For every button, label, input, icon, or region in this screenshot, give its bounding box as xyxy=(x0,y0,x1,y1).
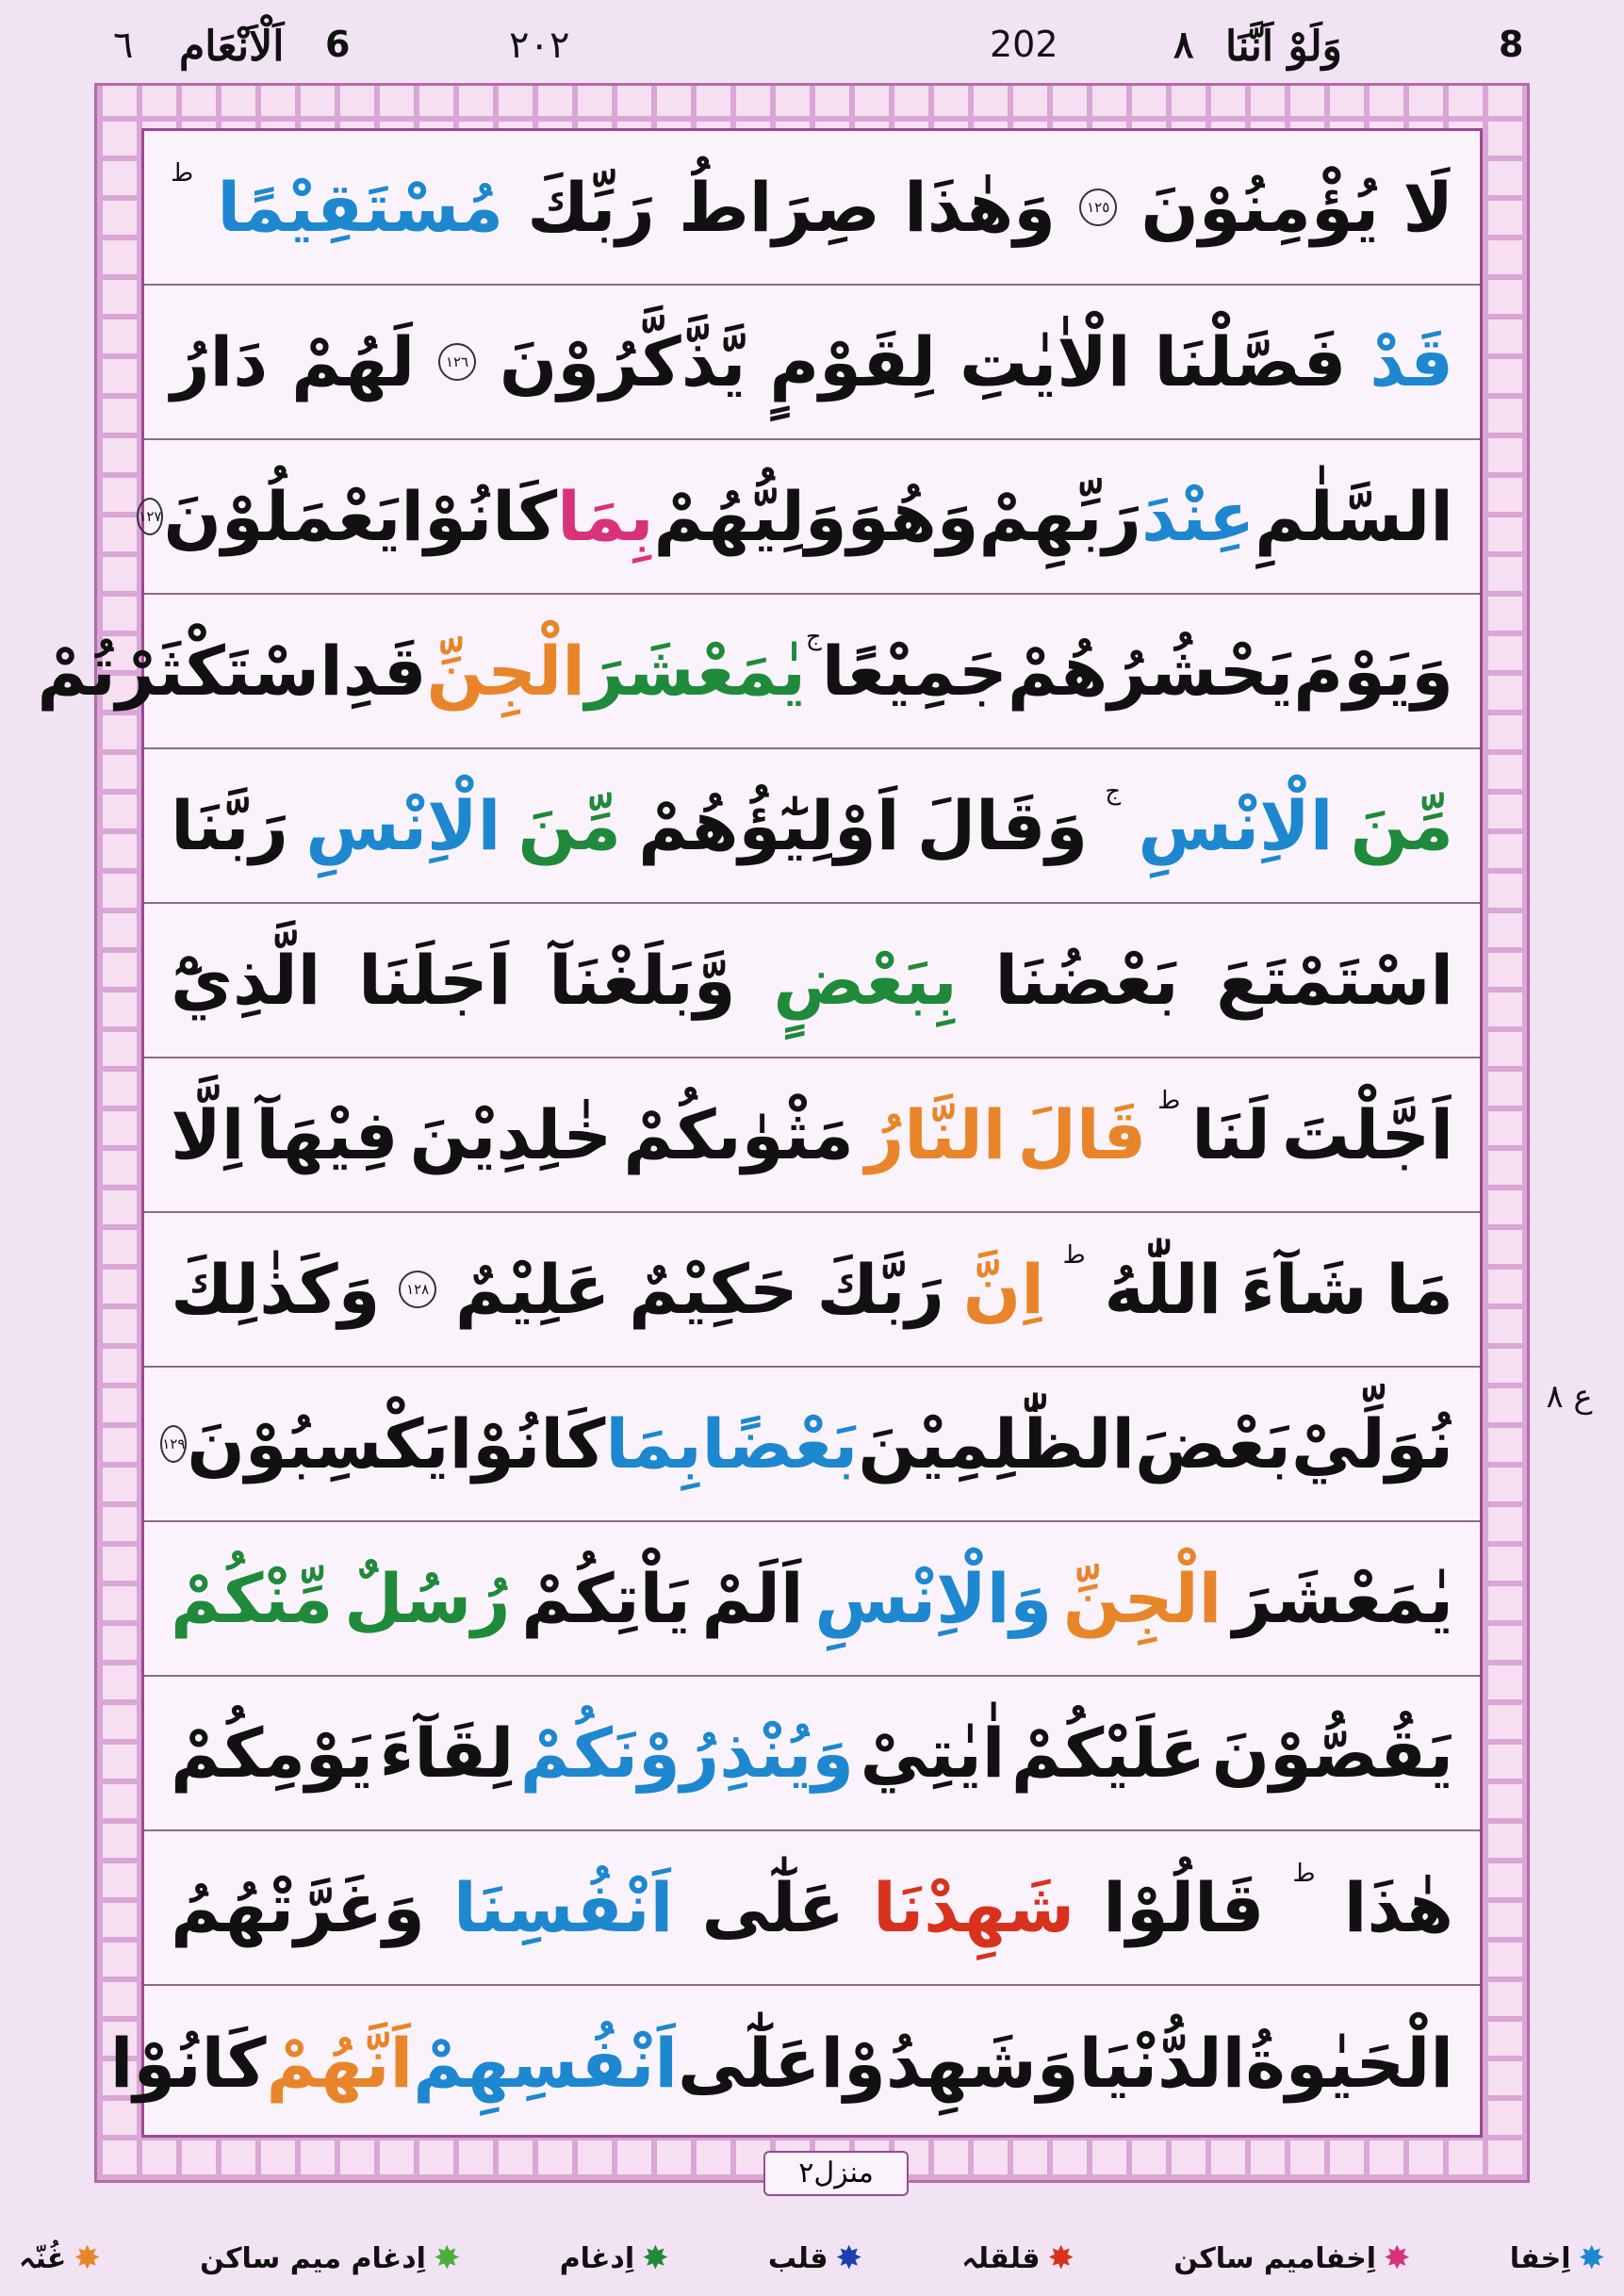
word: بِبَعْضٍ xyxy=(773,941,958,1020)
text-line xyxy=(139,440,1480,595)
text-line xyxy=(144,1058,1480,1213)
word: يَاْتِكُمْ xyxy=(521,1559,691,1638)
word: صِرَاطُ xyxy=(679,168,880,247)
legend-item xyxy=(19,2239,101,2277)
flower-icon: ✸ xyxy=(1047,2239,1075,2277)
page-number: 202 xyxy=(990,24,1058,65)
word: مِّنَ xyxy=(517,786,621,865)
text-line xyxy=(144,286,1480,440)
text-line xyxy=(144,904,1480,1058)
surah-number: 6 xyxy=(325,24,351,65)
word: الْجِنِّ xyxy=(426,631,585,711)
word: الْاٰيٰتِ xyxy=(960,322,1131,402)
waqf-sign: ج xyxy=(1105,778,1122,806)
word: يَعْمَلُوْنَ xyxy=(163,477,402,556)
ayah-number-marker: ١٢٨ xyxy=(399,1271,436,1308)
word: وَّبَلَغْنَآ xyxy=(549,941,736,1020)
word: رَبِّهِمْ xyxy=(978,477,1141,556)
word: وَغَرَّتْهُمُ xyxy=(171,1868,425,1947)
word: دَارُ xyxy=(171,322,269,402)
word: يَّذَّكَّرُوْنَ xyxy=(499,322,746,402)
word: اِنَّ xyxy=(962,1250,1044,1329)
word: يٰمَعْشَرَ xyxy=(584,631,806,711)
word: لِقَآءَ xyxy=(379,1714,515,1793)
word: بِمَا xyxy=(557,477,654,556)
word: قَدْ xyxy=(1370,322,1453,402)
text-line xyxy=(109,1986,1480,2140)
text-line xyxy=(144,1831,1480,1986)
legend-label: اِدغام میم ساکن xyxy=(200,2241,426,2275)
tajweed-legend xyxy=(19,2236,1605,2281)
word: كَانُوْا xyxy=(109,2024,267,2103)
word: اسْتَكْثَرْتُمْ xyxy=(37,631,343,711)
word: بَعْضُنَا xyxy=(994,941,1179,1020)
juz-number: 8 xyxy=(1499,24,1524,65)
legend-label: اِدغام xyxy=(559,2241,635,2275)
ayah-number-marker: ١٢٧ xyxy=(137,498,163,535)
manzil-label: منزل٢ xyxy=(763,2151,909,2196)
legend-item xyxy=(961,2239,1075,2277)
word: قَالَ xyxy=(1017,1095,1147,1174)
legend-label: اِخفامیم ساکن xyxy=(1173,2241,1377,2275)
waqf-sign: ج xyxy=(805,623,822,651)
word: يَوْمِكُمْ xyxy=(171,1714,374,1793)
flower-icon: ✸ xyxy=(1384,2239,1411,2277)
flower-icon: ✸ xyxy=(74,2239,101,2277)
word: عِنْدَ xyxy=(1140,477,1255,556)
surah-name: اَلْاَنْعَام xyxy=(179,23,285,71)
text-line xyxy=(37,595,1480,749)
legend-item xyxy=(200,2239,461,2277)
word: يَقُصُّوْنَ xyxy=(1211,1714,1453,1793)
word: لِقَوْمٍ xyxy=(769,322,937,402)
word: بَعْضًا xyxy=(701,1404,859,1484)
text-line xyxy=(144,1522,1480,1677)
word: عَلٰٓى xyxy=(701,1868,845,1947)
flower-icon: ✸ xyxy=(835,2239,862,2277)
word: وَهُوَ xyxy=(846,477,979,556)
flower-icon: ✸ xyxy=(642,2239,669,2277)
quran-text-area xyxy=(37,128,1483,2138)
word: يٰمَعْشَرَ xyxy=(1233,1559,1453,1638)
legend-item xyxy=(767,2239,862,2277)
word: اَنَّهُمْ xyxy=(266,2024,414,2103)
word: عَلَيْكُمْ xyxy=(1010,1714,1206,1793)
word: لَنَا xyxy=(1191,1095,1271,1174)
word: وَلِيُّهُمْ xyxy=(653,477,847,556)
word: الْاِنْسِ xyxy=(305,786,501,865)
word: يُؤْمِنُوْنَ xyxy=(1140,168,1380,247)
word: وَكَذٰلِكَ xyxy=(171,1250,381,1329)
word: رَبَّكَ xyxy=(816,1250,944,1329)
word: كَانُوْا xyxy=(449,1404,606,1484)
word: السَّلٰمِ xyxy=(1255,477,1453,556)
word: النَّارُ xyxy=(864,1095,1007,1174)
word: كَانُوْا xyxy=(401,477,558,556)
word: اِلَّا xyxy=(171,1095,245,1174)
legend-item xyxy=(559,2239,669,2277)
word: بِمَا xyxy=(605,1404,702,1484)
word: مُسْتَقِيْمًا xyxy=(217,168,504,247)
word: يَكْسِبُوْنَ xyxy=(187,1404,450,1484)
word: وَيَوْمَ xyxy=(1293,631,1453,711)
word: رُسُلٌ xyxy=(344,1559,511,1638)
word: حَكِيْمٌ xyxy=(629,1250,798,1329)
word: شَهِدْنَا xyxy=(873,1868,1075,1947)
word: خٰلِدِيْنَ xyxy=(409,1095,613,1174)
word: وَهٰذَا xyxy=(904,168,1057,247)
text-line xyxy=(144,131,1480,286)
word: اللّٰهُ xyxy=(1104,1250,1222,1329)
word: مِّنَ xyxy=(1350,786,1453,865)
ayah-number-marker: ١٢٩ xyxy=(160,1425,187,1463)
word: شَآءَ xyxy=(1239,1250,1368,1329)
ayah-number-marker: ١٢٥ xyxy=(1079,189,1117,226)
word: وَالْاِنْسِ xyxy=(814,1559,1053,1638)
word: مَا xyxy=(1386,1250,1453,1329)
text-line xyxy=(144,1213,1480,1368)
word: قَالُوْا xyxy=(1103,1868,1265,1947)
word: وَشَهِدُوْا xyxy=(820,2024,1079,2103)
legend-label: غُنّہ xyxy=(19,2241,67,2275)
flower-icon: ✸ xyxy=(433,2239,461,2277)
legend-item xyxy=(1509,2239,1605,2277)
word: اَنْفُسِهِمْ xyxy=(413,2024,679,2103)
text-line xyxy=(144,1677,1480,1831)
waqf-sign: ط xyxy=(1157,1087,1181,1115)
word: اٰيٰتِيْ xyxy=(860,1714,1006,1793)
legend-label: اِخفا xyxy=(1509,2241,1571,2275)
word: فِيْهَآ xyxy=(255,1095,399,1174)
waqf-sign: ط xyxy=(171,159,194,188)
word: وَيُنْذِرُوْنَكُمْ xyxy=(519,1714,855,1793)
text-line xyxy=(144,1368,1480,1522)
text-line xyxy=(144,749,1480,904)
surah-number-arabic: ٦ xyxy=(113,24,134,67)
flower-icon: ✸ xyxy=(1578,2239,1605,2277)
word: يَحْشُرُهُمْ xyxy=(1007,631,1294,711)
legend-label: قلب xyxy=(767,2241,828,2275)
juz-number-arabic: ٨ xyxy=(1173,23,1194,67)
word: قَدِ xyxy=(342,631,427,711)
word: اَجَلَنَا xyxy=(358,941,512,1020)
word: هٰذَا xyxy=(1343,1868,1453,1947)
word: اَوْلِيٰٓؤُهُمْ xyxy=(638,786,900,865)
word: الدُّنْيَا xyxy=(1078,2024,1246,2103)
word: عَلٰٓى xyxy=(678,2024,821,2103)
word: الَّذِيْٓ xyxy=(171,941,321,1020)
word: اَنْفُسِنَا xyxy=(453,1868,674,1947)
word: جَمِيْعًا xyxy=(821,631,1008,711)
ruku-marker: ع ٨ xyxy=(1546,1378,1593,1416)
word: بَعْضَ xyxy=(1135,1404,1291,1484)
word: فَصَّلْنَا xyxy=(1154,322,1347,402)
juz-name: وَلَوْ اَنَّنَا xyxy=(1225,23,1342,71)
page-header xyxy=(0,0,1624,94)
word: الْجِنِّ xyxy=(1062,1559,1222,1638)
word: مِّنْكُمْ xyxy=(171,1559,334,1638)
legend-item xyxy=(1173,2239,1411,2277)
legend-label: قلقلہ xyxy=(961,2241,1041,2275)
waqf-sign: ط xyxy=(1062,1241,1086,1270)
page-number-arabic: ٢٠٢ xyxy=(509,24,570,67)
word: لَا xyxy=(1403,168,1453,247)
word: اسْتَمْتَعَ xyxy=(1216,941,1453,1020)
word: رَبَّنَا xyxy=(171,786,289,865)
word: لَهُمْ xyxy=(291,322,416,402)
word: عَلِيْمٌ xyxy=(454,1250,611,1329)
word: اَلَمْ xyxy=(701,1559,804,1638)
word: الْحَيٰوةُ xyxy=(1245,2024,1453,2103)
word: اَجَّلْتَ xyxy=(1281,1095,1453,1174)
word: الْاِنْسِ xyxy=(1138,786,1334,865)
waqf-sign: ط xyxy=(1292,1860,1316,1888)
word: الظّٰلِمِيْنَ xyxy=(858,1404,1136,1484)
ayah-number-marker: ١٢٦ xyxy=(438,343,476,381)
word: مَثْوٰىكُمْ xyxy=(623,1095,854,1174)
word: وَقَالَ xyxy=(916,786,1089,865)
word: نُوَلِّيْ xyxy=(1290,1404,1453,1484)
word: رَبِّكَ xyxy=(527,168,655,247)
